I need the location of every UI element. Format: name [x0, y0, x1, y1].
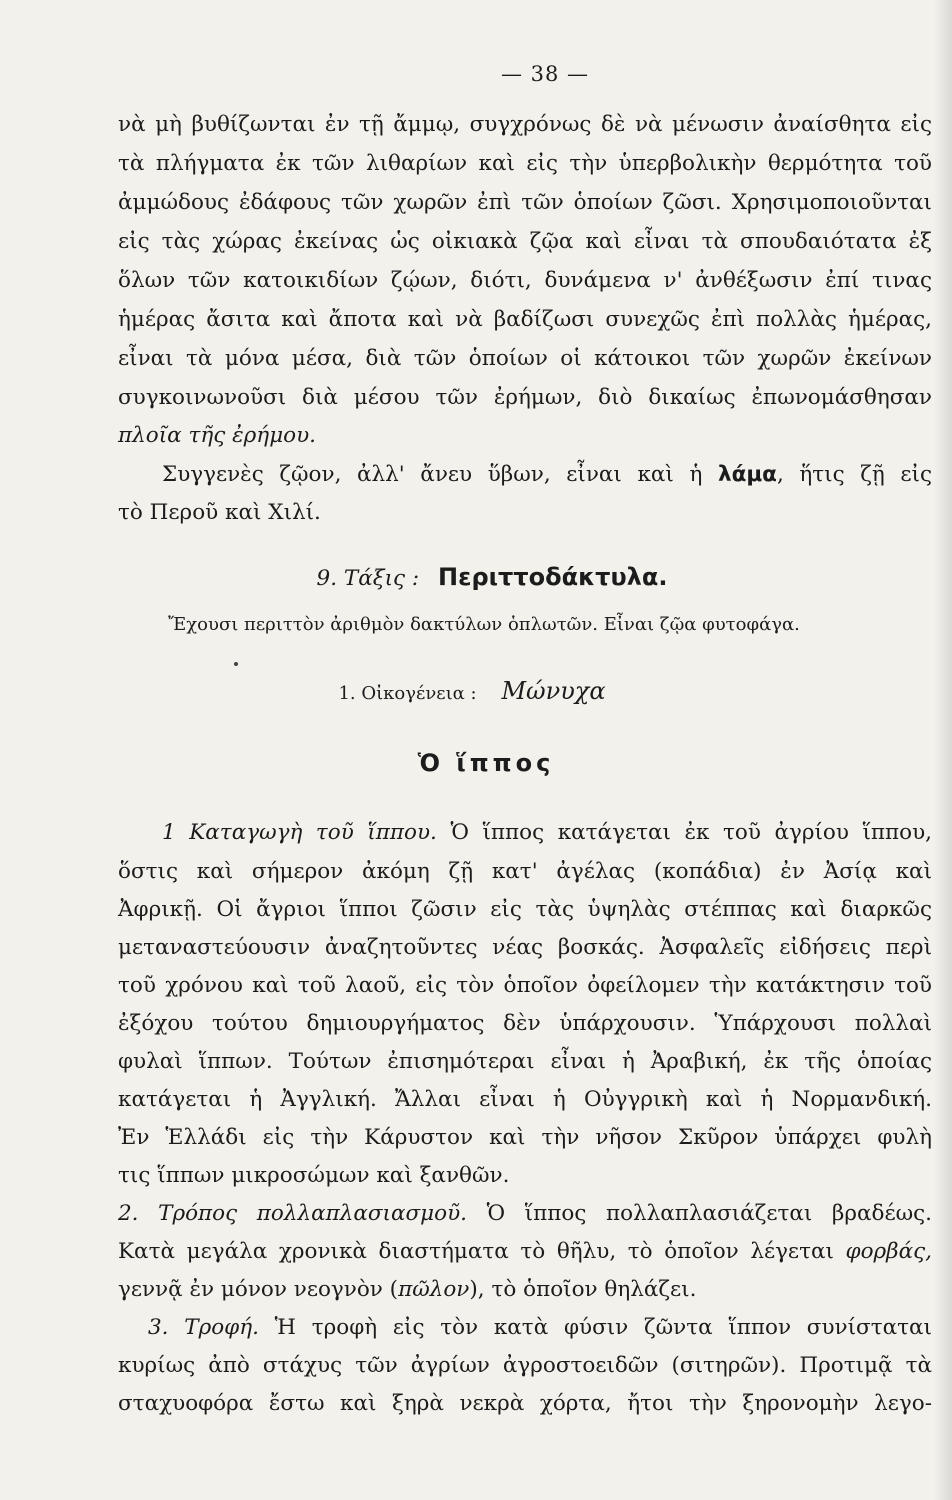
- text-line: ὅλων τῶν κατοικιδίων ζῴων, διότι, δυνάμενα ν' ἀνθέξωσιν ἐπί τινας: [118, 268, 932, 293]
- text-run: , ἥτις ζῇ εἰς: [776, 462, 932, 487]
- text-line: [162, 460, 932, 490]
- order-heading: [16, 562, 952, 594]
- text-line: τοῦ χρόνου καὶ τοῦ λαοῦ, εἰς τὸν ὁποῖον ὀφείλομεν τὴν κατάκτησιν τοῦ: [118, 973, 932, 998]
- text-line: μεταναστεύουσιν ἀναζητοῦντες νέας βοσκάς. Ἀσφαλεῖς εἰδήσεις περὶ: [118, 935, 932, 960]
- llama-term: λάμα: [717, 462, 777, 487]
- text-line: φυλαὶ ἵππων. Τούτων ἐπισημότεραι εἶναι ἡ Ἀραβική, ἐκ τῆς ὁποίας: [118, 1049, 932, 1074]
- text-line: τις ἵππων μικροσώμων καὶ ξανθῶν.: [118, 1163, 510, 1188]
- family-label: 1. Οἰκογένεια :: [338, 683, 477, 704]
- text-line: σταχυοφόρα ἔστω καὶ ξηρὰ νεκρὰ χόρτα, ἤτοι τὴν ξηρονομὴν λεγο-: [118, 1391, 932, 1416]
- text-run: Κατὰ μεγάλα χρονικὰ διαστήματα τὸ θῆλυ, τὸ ὁποῖον λέγεται: [118, 1239, 846, 1264]
- text-line: εἶναι τὰ μόνα μέσα, διὰ τῶν ὁποίων οἱ κάτοικοι τῶν χωρῶν ἐκείνων: [118, 346, 932, 371]
- print-speck: [234, 662, 238, 666]
- text-line: [118, 1237, 932, 1267]
- text-line: Ἐν Ἑλλάδι εἰς τὴν Κάρυστον καὶ τὴν νῆσον Σκῦρον ὑπάρχει φυλὴ: [118, 1125, 932, 1150]
- order-number-label: 9. Τάξις :: [316, 566, 420, 591]
- family-heading: [0, 676, 948, 709]
- text-run: γεννᾷ ἐν μόνον νεογνὸν (: [118, 1277, 399, 1302]
- text-line: ἡμέρας ἄσιτα καὶ ἄποτα καὶ νὰ βαδίζωσι συνεχῶς ἐπὶ πολλὰς ἡμέρας,: [118, 307, 932, 332]
- family-name: Μώνυχα: [501, 677, 606, 705]
- text-run: Ὁ ἵππος πολλαπλασιάζεται βραδέως.: [486, 1201, 933, 1226]
- text-line: συγκοινωνοῦσι διὰ μέσου τῶν ἐρήμων, διὸ δικαίως ἐπωνομάσθησαν: [118, 385, 932, 410]
- section-heading: 1 Καταγωγὴ τοῦ ἵππου.: [162, 820, 437, 845]
- section-heading: 2. Τρόπος πολλαπλασιασμοῦ.: [118, 1201, 467, 1226]
- page-number: — 38 —: [500, 62, 590, 86]
- text-line: [118, 1199, 932, 1229]
- section-title: Ὁ ἵππος: [417, 749, 555, 777]
- text-line: τὸ Περοῦ καὶ Χιλί.: [118, 500, 321, 525]
- term-polos: πῶλον: [398, 1277, 470, 1302]
- text-line: ὅστις καὶ σήμερον ἀκόμη ζῇ κατ' ἀγέλας (κοπάδια) ἐν Ἀσίᾳ καὶ: [118, 859, 932, 884]
- text-run: Ἡ τροφὴ εἰς τὸν κατὰ φύσιν ζῶντα ἵππον συνίσταται: [274, 1315, 932, 1340]
- text-line: τὰ πλήγματα ἐκ τῶν λιθαρίων καὶ εἰς τὴν ὑπερβολικὴν θερμότητα τοῦ: [118, 151, 932, 176]
- text-line: εἰς τὰς χώρας ἐκείνας ὡς οἰκιακὰ ζῷα καὶ εἶναι τὰ σπουδαιότατα ἐξ: [118, 229, 932, 254]
- section-heading: 3. Τροφή.: [148, 1315, 259, 1340]
- text-line: ἀμμώδους ἐδάφους τῶν χωρῶν ἐπὶ τῶν ὁποίων ζῶσι. Χρησιμοποιοῦνται: [118, 190, 932, 215]
- text-line: Ἀφρικῇ. Οἱ ἄγριοι ἵπποι ζῶσιν εἰς τὰς ὑψηλὰς στέππας καὶ διαρκῶς: [118, 897, 932, 922]
- text-run: Ὁ ἵππος κατάγεται ἐκ τοῦ ἀγρίου ἵππου,: [450, 820, 932, 845]
- text-line: [162, 818, 932, 848]
- text-line: [148, 1313, 932, 1343]
- order-description: Ἔχουσι περιττὸν ἀριθμὸν δακτύλων ὁπλωτῶν. Εἶναι ζῷα φυτοφάγα.: [168, 614, 800, 635]
- text-line: ἐξόχου τούτου δημιουργήματος δὲν ὑπάρχουσιν. Ὑπάρχουσι πολλαὶ: [118, 1011, 932, 1036]
- text-run: ), τὸ ὁποῖον θηλάζει.: [469, 1277, 697, 1302]
- text-line: πλοῖα τῆς ἐρήμου.: [118, 423, 317, 448]
- term-forbas: φορβάς,: [845, 1239, 932, 1264]
- text-line: νὰ μὴ βυθίζωνται ἐν τῇ ἄμμῳ, συγχρόνως δὲ νὰ μένωσιν ἀναίσθητα εἰς: [118, 112, 932, 137]
- text-line: κατάγεται ἡ Ἀγγλική. Ἄλλαι εἶναι ἡ Οὐγγρικὴ καὶ ἡ Νορμανδική.: [118, 1087, 932, 1112]
- text-line: κυρίως ἀπὸ στάχυς τῶν ἀγρίων ἀγροστοειδῶν (σιτηρῶν). Προτιμᾷ τὰ: [118, 1353, 932, 1378]
- text-run: Συγγενὲς ζῷον, ἀλλ' ἄνευ ὕβων, εἶναι καὶ ἡ: [162, 462, 718, 487]
- order-name: Περιττοδάκτυλα.: [438, 563, 668, 591]
- text-line: [118, 1275, 932, 1305]
